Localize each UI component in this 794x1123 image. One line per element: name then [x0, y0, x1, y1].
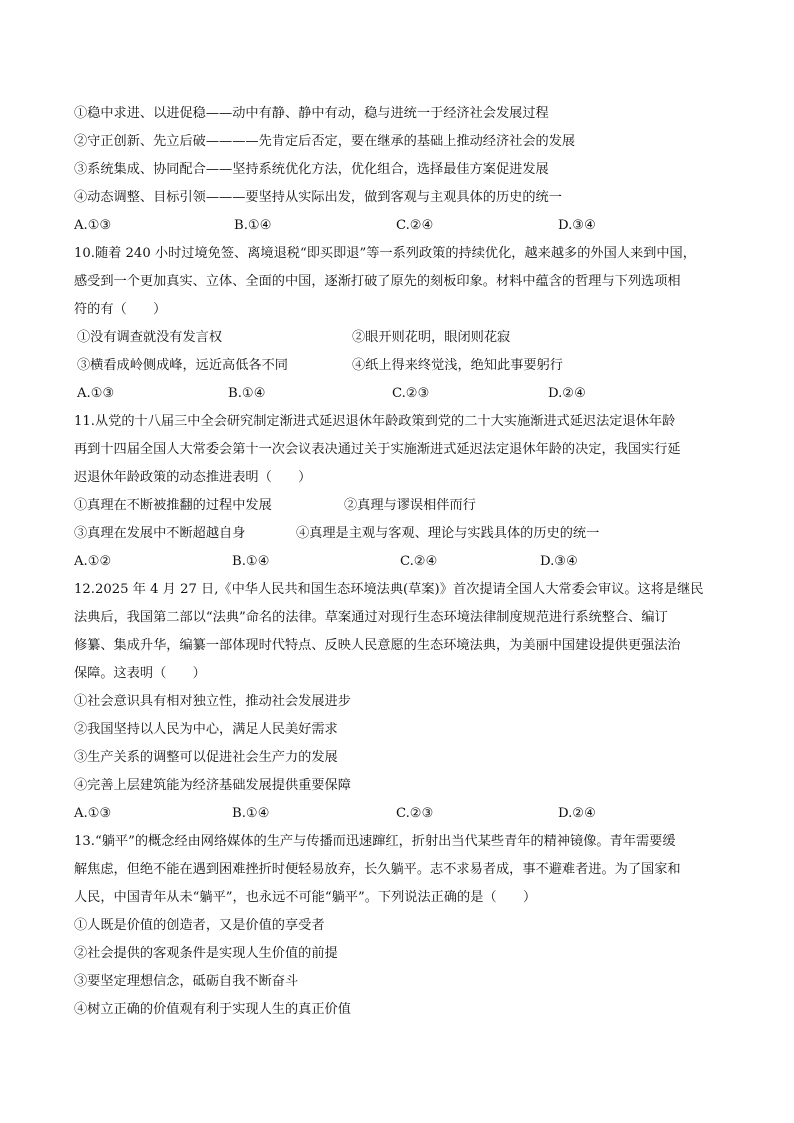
q13-statement-2: ②社会提供的客观条件是实现人生价值的前提 [74, 946, 338, 961]
q13-stem-line-2: 解焦虑，但绝不能在遇到困难挫折时便轻易放弃，长久躺平。志不求易者成，事不避难者进。为了国家和 [74, 862, 681, 877]
q10-statement-3: ③横看成岭侧成峰，远近高低各不同 [77, 358, 288, 373]
q10-statement-2: ②眼开则花明，眼闭则花寂 [352, 330, 511, 345]
q11-statement-2: ②真理与谬误相伴而行 [344, 498, 476, 513]
q9-options [74, 216, 724, 236]
q11-options [74, 552, 724, 572]
q10-option-b: B.①④ [228, 386, 266, 401]
q13-stem-line-1: 13.“躺平”的概念经由网络媒体的生产与传播而迅速蹿红，折射出当代某些青年的精神镜像。青年需要缓 [74, 834, 676, 849]
q9-option-a: A.①③ [74, 218, 112, 233]
q9-option-b: B.①④ [234, 218, 272, 233]
q9-statement-1: ①稳中求进、以进促稳——动中有静、静中有动，稳与进统一于经济社会发展过程 [74, 106, 549, 121]
q9-statement-2: ②守正创新、先立后破————先肯定后否定，要在继承的基础上推动经济社会的发展 [74, 134, 576, 149]
q11-stem-line-3: 迟退休年龄政策的动态推进表明（ ） [74, 470, 312, 485]
q10-options [74, 384, 724, 404]
q13-statement-4: ④树立正确的价值观有利于实现人生的真正价值 [74, 1002, 351, 1017]
q9-option-d: D.③④ [558, 218, 596, 233]
q12-stem-line-2: 法典后，我国第二部以“法典”命名的法律。草案通过对现行生态环境法律制度规范进行系统整合、编订 [74, 610, 668, 625]
q12-statement-4: ④完善上层建筑能为经济基础发展提供重要保障 [74, 778, 351, 793]
q10-stem-line-1: 10.随着 240 小时过境免签、离境退税“即买即退”等一系列政策的持续优化，越来越多的外国人来到中国， [74, 246, 696, 261]
q12-option-a: A.①③ [74, 806, 112, 821]
q12-stem-line-4: 保障。这表明（ ） [74, 666, 206, 681]
q10-stem-line-3: 符的有（ ） [74, 302, 167, 317]
q11-option-c: C.②④ [400, 554, 438, 569]
q12-options [74, 804, 724, 824]
q11-statement-1: ①真理在不断被推翻的过程中发展 [74, 498, 272, 513]
q11-stem-line-2: 再到十四届全国人大常委会第十一次会议表决通过关于实施渐进式延迟法定退休年龄的决定，我国实行延 [74, 442, 681, 457]
q12-stem-line-3: 修纂、集成升华，编纂一部体现时代特点、反映人民意愿的生态环境法典，为美丽中国建设提供更强法治 [74, 638, 681, 653]
q9-statement-3: ③系统集成、协同配合——坚持系统优化方法，优化组合，选择最佳方案促进发展 [74, 162, 549, 177]
q10-option-c: C.②③ [392, 386, 430, 401]
q12-option-d: D.②④ [558, 806, 596, 821]
q12-option-b: B.①④ [232, 806, 270, 821]
q11-statements-row-2 [74, 524, 724, 544]
q9-statement-4: ④动态调整、目标引领———要坚持从实际出发，做到客观与主观具体的历史的统一 [74, 190, 562, 205]
q10-stem-line-2: 感受到一个更加真实、立体、全面的中国，逐渐打破了原先的刻板印象。材料中蕴含的哲理与下列选项相 [74, 274, 681, 289]
q13-statement-3: ③要坚定理想信念，砥砺自我不断奋斗 [74, 974, 299, 989]
q12-statement-3: ③生产关系的调整可以促进社会生产力的发展 [74, 750, 338, 765]
q11-option-d: D.③④ [540, 554, 578, 569]
q11-statement-4: ④真理是主观与客观、理论与实践具体的历史的统一 [296, 526, 600, 541]
q13-statement-1: ①人既是价值的创造者，又是价值的享受者 [74, 918, 325, 933]
q10-statements-row-1 [74, 328, 724, 348]
q10-statements-row-2 [74, 356, 724, 376]
q9-option-c: C.②④ [396, 218, 434, 233]
q11-stem-line-1: 11.从党的十八届三中全会研究制定渐进式延迟退休年龄政策到党的二十大实施渐进式延迟法定退休年龄 [74, 414, 676, 429]
q11-statements-row-1 [74, 496, 724, 516]
q11-option-b: B.①④ [232, 554, 270, 569]
q12-statement-2: ②我国坚持以人民为中心，满足人民美好需求 [74, 722, 338, 737]
q12-stem-line-1: 12.2025 年 4 月 27 日,《中华人民共和国生态环境法典(草案)》首次提请全国人大常委会审议。这将是继民 [74, 582, 704, 597]
q11-statement-3: ③真理在发展中不断超越自身 [74, 526, 246, 541]
q10-option-d: D.②④ [548, 386, 586, 401]
q12-statement-1: ①社会意识具有相对独立性，推动社会发展进步 [74, 694, 351, 709]
q10-statement-4: ④纸上得来终觉浅，绝知此事要躬行 [352, 358, 563, 373]
q10-option-a: A.①③ [77, 386, 115, 401]
q13-stem-line-3: 人民，中国青年从未“躺平”，也永远不可能“躺平”。下列说法正确的是（ ） [74, 890, 537, 905]
q10-statement-1: ①没有调查就没有发言权 [77, 330, 223, 345]
q12-option-c: C.②③ [396, 806, 434, 821]
q11-option-a: A.①② [74, 554, 112, 569]
